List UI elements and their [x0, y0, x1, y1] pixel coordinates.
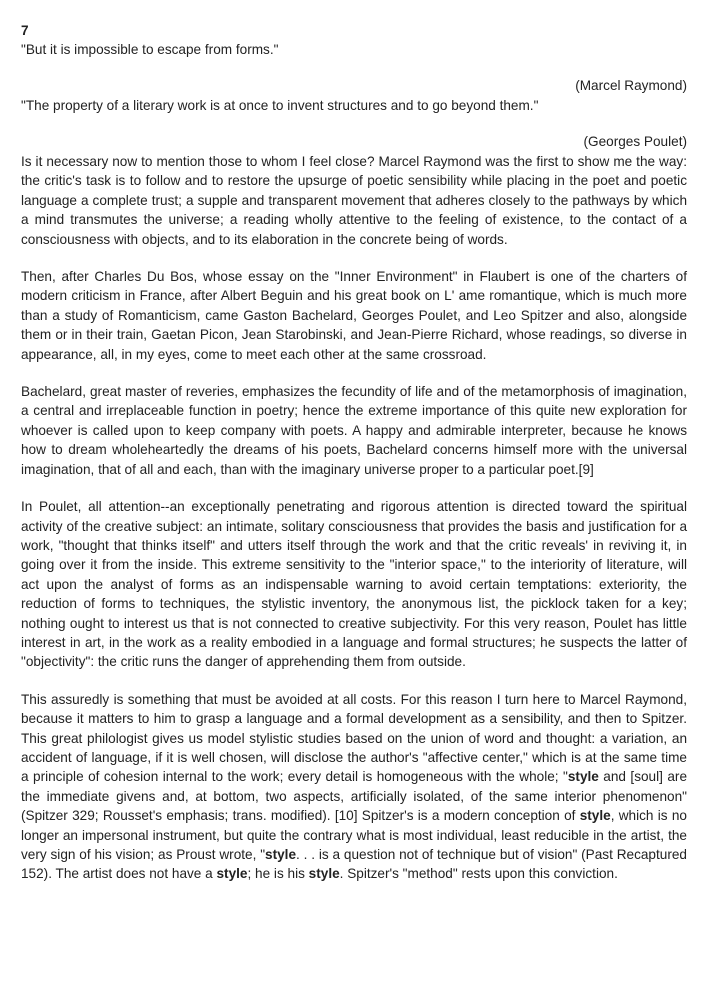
- epigraph-quote: "The property of a literary work is at once to invent structures and to go beyond them.": [21, 98, 539, 113]
- chapter-number: 7: [21, 23, 29, 38]
- emphasis-style: style: [567, 769, 599, 785]
- epigraph-attribution: (Marcel Raymond): [575, 78, 687, 93]
- text-run: , which is no longer an impersonal instrument, but quite the contrary what is most individual, least reducible in the artist, the very sign of his vision; as Proust wrote, ": [21, 808, 687, 862]
- text-run: . Spitzer's "method" rests upon this conviction.: [339, 866, 618, 882]
- body-paragraph: Is it necessary now to mention those to whom I feel close? Marcel Raymond was the first to show me the way: the critic's task is to follow and to restore the upsurge of poetic sensibility while placing in the poet and poetic language a complete trust; a supple and transparent movement that adheres closely to the pathways by which a mind transmutes the universe; a reading wholly attentive to the feeling of existence, to the contact of a consciousness with objects, and to its elaboration in the concrete being of words.: [21, 154, 687, 247]
- text-run: and [soul] are the immediate givens and, at bottom, two aspects, artificially isolated, of the same interior phenomenon" (Spitzer 329; Rousset's emphasis; trans. modified). [10] Spitzer's is a modern conception of: [21, 769, 688, 824]
- text-run: This assuredly is something that must be avoided at all costs. For this reason I turn here to Marcel Raymond, because it matters to him to grasp a language and a formal development as a sensibility, and then to Spitzer. This great philologist gives us model stylistic studies based on the union of word and thought: a variation, an accident of language, if it is well chosen, will disclose the author's "affective center," which is at the same time a principle of cohesion internal to the work; every detail is homogeneous with the whole; ": [21, 691, 687, 785]
- emphasis-style: style: [265, 847, 297, 862]
- body-paragraph: In Poulet, all attention--an exceptionally penetrating and rigorous attention is directed toward the spiritual activity of the creative subject: an intimate, solitary consciousness that provides the basis and justification for a work, "thought that thinks itself" and utters itself through the work and that the critic reveals' in reviving it, in going over it from the inside. This extreme sensitivity to the "interior space," to the interiority of literature, will act upon the analyst of forms as an indispensable warning to avoid certain temptations: exteriority, the reduction of forms to techniques, the stylistic inventory, the anonymous list, the picklock taken for a key; nothing ought to interest us that is not connected to creative subjectivity. For this very reason, Poulet has little interest in art, in the work as a reality embodied in a language and formal structures; he suspects the latter of "objectivity": the critic runs the danger of apprehending them from outside.: [21, 499, 687, 670]
- emphasis-style: style: [308, 866, 340, 882]
- epigraph-quote: "But it is impossible to escape from forms.": [21, 42, 279, 57]
- text-run: ; he is his: [247, 866, 309, 882]
- body-paragraph: Then, after Charles Du Bos, whose essay on the "Inner Environment" in Flaubert is one of the charters of modern criticism in France, after Albert Beguin and his great book on L' ame romantique, which is much more than a study of Romanticism, came Gaston Bachelard, Georges Poulet, and Leo Spitzer and also, alongside them or in their train, Gaetan Picon, Jean Starobinski, and Jean-Pierre Richard, whose readings, so diverse in appearance, all, in my eyes, come to meet each other at the same crossroad.: [21, 269, 687, 362]
- emphasis-style: style: [579, 808, 611, 824]
- text-run: . . . is a question not of technique but of vision" (Past Recaptured 152). The artist does not have a: [21, 847, 687, 882]
- emphasis-style: style: [216, 866, 248, 882]
- body-paragraph-spitzer: [21, 690, 687, 884]
- epigraph-attribution: (Georges Poulet): [583, 134, 687, 149]
- body-paragraph: Bachelard, great master of reveries, emphasizes the fecundity of life and of the metamorphosis of imagination, a central and irreplaceable function in poetry; hence the extreme importance of this quite new exploration for whoever is called upon to keep company with poets. A happy and admirable interpreter, because he knows how to dream wholeheartedly the dreams of his poets, Bachelard concerns himself more with the universal imagination, that of all and each, than with the imaginary universe proper to a particular poet.[9]: [21, 384, 687, 477]
